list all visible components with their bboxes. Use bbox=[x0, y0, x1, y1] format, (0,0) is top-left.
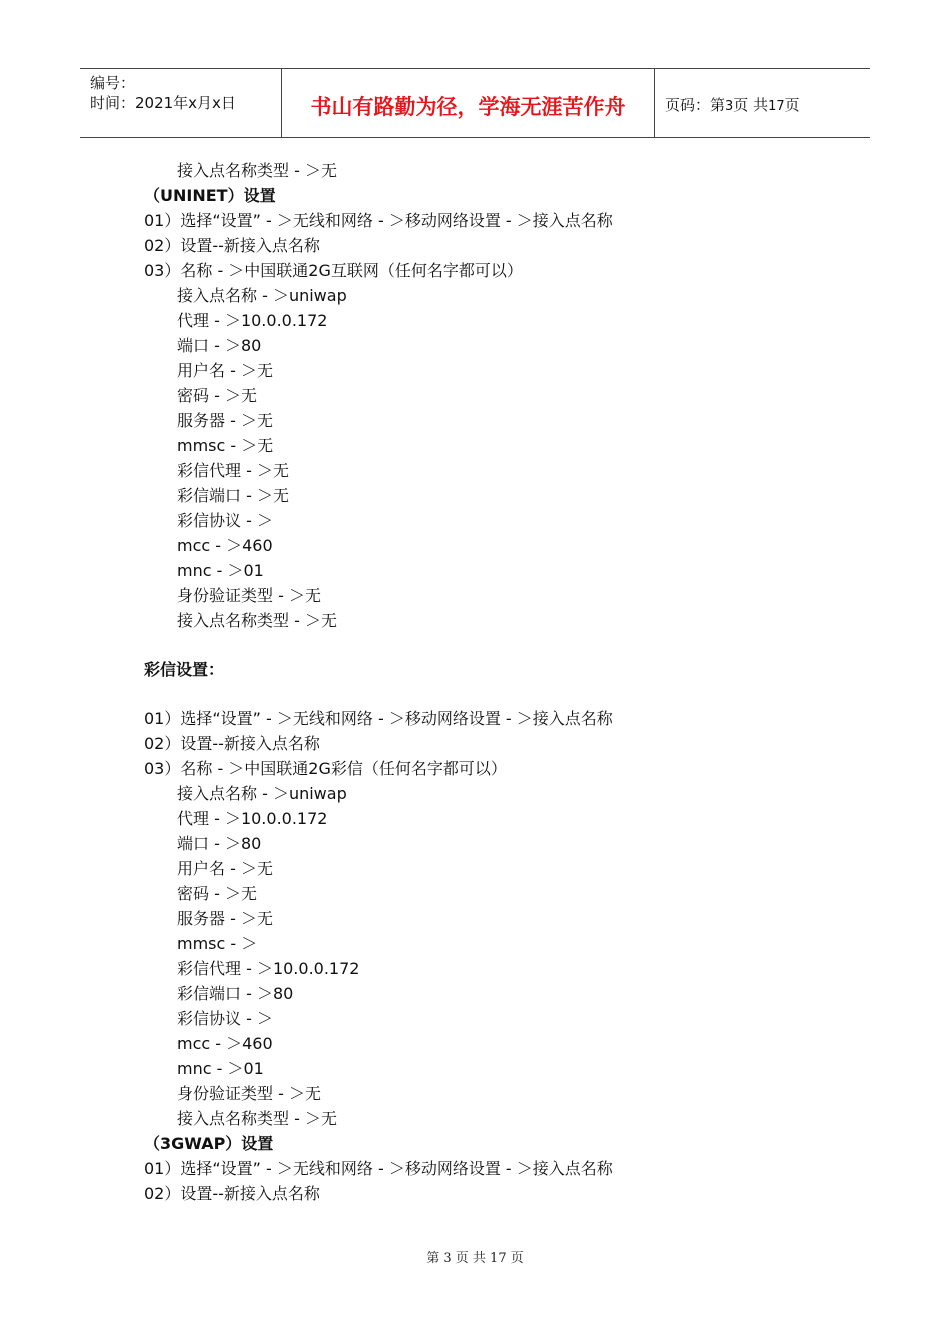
header-motto: 书山有路勤为径，学海无涯苦作舟 bbox=[310, 94, 626, 119]
document-time-label: 时间：2021年x月x日 bbox=[90, 94, 236, 112]
text-line: 接入点名称 - ＞uniwap bbox=[177, 286, 347, 305]
text-line: 用户名 - ＞无 bbox=[177, 361, 273, 380]
text-line: 身份验证类型 - ＞无 bbox=[177, 1084, 321, 1103]
text-line: 接入点名称类型 - ＞无 bbox=[177, 161, 337, 180]
text-line: 接入点名称 - ＞uniwap bbox=[177, 784, 347, 803]
text-line: 彩信代理 - ＞无 bbox=[177, 461, 289, 480]
text-line: mmsc - ＞ bbox=[177, 934, 258, 953]
text-line: 彩信协议 - ＞ bbox=[177, 1009, 273, 1028]
text-line: mnc - ＞01 bbox=[177, 561, 264, 580]
page-total: 17 bbox=[768, 99, 785, 114]
page-current: 3 bbox=[725, 99, 734, 114]
text-line: 02）设置--新接入点名称 bbox=[144, 1184, 320, 1203]
text-line: 密码 - ＞无 bbox=[177, 884, 257, 903]
text-line: 彩信端口 - ＞80 bbox=[177, 984, 294, 1003]
section-heading: （UNINET）设置 bbox=[144, 186, 276, 205]
text-line: 彩信协议 - ＞ bbox=[177, 511, 273, 530]
text-line: 端口 - ＞80 bbox=[177, 336, 262, 355]
text-line: 代理 - ＞10.0.0.172 bbox=[177, 311, 328, 330]
text-line: mnc - ＞01 bbox=[177, 1059, 264, 1078]
text-line: 端口 - ＞80 bbox=[177, 834, 262, 853]
text-line: mmsc - ＞无 bbox=[177, 436, 274, 455]
text-line: 01）选择“设置” - ＞无线和网络 - ＞移动网络设置 - ＞接入点名称 bbox=[144, 709, 613, 728]
document-number-label: 编号： bbox=[90, 74, 136, 92]
text-line: 02）设置--新接入点名称 bbox=[144, 734, 320, 753]
text-line: 用户名 - ＞无 bbox=[177, 859, 273, 878]
text-line: mcc - ＞460 bbox=[177, 536, 273, 555]
section-heading: 彩信设置： bbox=[144, 660, 225, 679]
page-footer: 第 3 页 共 17 页 bbox=[426, 1251, 524, 1266]
text-line: 03）名称 - ＞中国联通2G彩信（任何名字都可以） bbox=[144, 759, 507, 778]
text-line: 接入点名称类型 - ＞无 bbox=[177, 1109, 337, 1128]
section-heading: （3GWAP）设置 bbox=[144, 1134, 274, 1153]
page-prefix: 页码：第 bbox=[665, 96, 726, 114]
text-line: 彩信端口 - ＞无 bbox=[177, 486, 289, 505]
page-suffix: 页 bbox=[784, 96, 800, 114]
page-mid: 页 共 bbox=[733, 96, 769, 114]
text-line: 身份验证类型 - ＞无 bbox=[177, 586, 321, 605]
text-line: 接入点名称类型 - ＞无 bbox=[177, 611, 337, 630]
text-line: 01）选择“设置” - ＞无线和网络 - ＞移动网络设置 - ＞接入点名称 bbox=[144, 1159, 613, 1178]
text-line: 彩信代理 - ＞10.0.0.172 bbox=[177, 959, 360, 978]
text-line: 01）选择“设置” - ＞无线和网络 - ＞移动网络设置 - ＞接入点名称 bbox=[144, 211, 613, 230]
text-line: 服务器 - ＞无 bbox=[177, 909, 273, 928]
text-line: 02）设置--新接入点名称 bbox=[144, 236, 320, 255]
text-line: 03）名称 - ＞中国联通2G互联网（任何名字都可以） bbox=[144, 261, 523, 280]
text-line: 密码 - ＞无 bbox=[177, 386, 257, 405]
text-line: 代理 - ＞10.0.0.172 bbox=[177, 809, 328, 828]
text-line: 服务器 - ＞无 bbox=[177, 411, 273, 430]
text-line: mcc - ＞460 bbox=[177, 1034, 273, 1053]
